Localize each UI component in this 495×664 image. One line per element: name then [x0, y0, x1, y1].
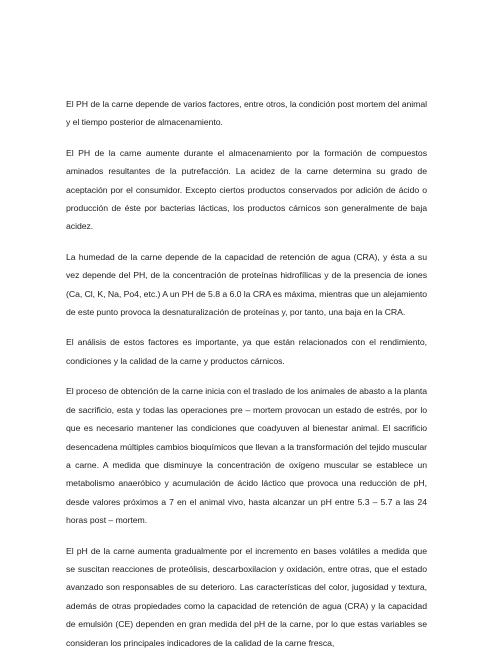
paragraph-ph-increase: El pH de la carne aumenta gradualmente por el incremento en bases volátiles a medida que se suscitan reacciones de proteólisis, descarboxilacion y oxidación, entre otras, que el estado avanzado son responsables de su deterioro. Las características del color, jugosidad y textura, además de otras propiedades como la capacidad de retención de agua (CRA) y la capacidad de emulsión (CE) dependen en gran medida del pH de la carne, por lo que estas variables se consideran los principales indicadores de la calidad de la carne fresca,	[66, 545, 427, 648]
paragraph-ph-storage: El PH de la carne aumente durante el almacenamiento por la formación de compuestos aminados resultantes de la putrefacción. La acidez de la carne determina su grado de aceptación por el consumidor. Excepto ciertos productos conservados por adición de ácido o producción de éste por bacterias lácticas, los productos cárnicos son generalmente de baja acidez.	[66, 147, 427, 232]
document-body	[66, 95, 427, 664]
paragraph-humidity-cra: La humedad de la carne depende de la capacidad de retención de agua (CRA), y ésta a su vez depende del PH, de la concentración de proteínas hidrofílicas y de la presencia de iones (Ca, Cl, K, Na, Po4, etc.) A un PH de 5.8 a 6.0 la CRA es máxima, mientras que un alejamiento de este punto provoca la desnaturalización de proteínas y, por tanto, una baja en la CRA.	[66, 251, 427, 318]
paragraph-analysis-importance: El análisis de estos factores es importante, ya que están relacionados con el rendimiento, condiciones y la calidad de la carne y productos cárnicos.	[66, 337, 427, 366]
paragraph-ph-factors: El PH de la carne depende de varios factores, entre otros, la condición post mortem del animal y el tiempo posterior de almacenamiento.	[66, 99, 427, 128]
paragraph-slaughter-process: El proceso de obtención de la carne inicia con el traslado de los animales de abasto a la planta de sacrificio, esta y todas las operaciones pre – mortem provocan un estado de estrés, por lo que es necesario mantener las condiciones que coadyuven al bienestar animal. El sacrificio desencadena múltiples cambios bioquímicos que llevan a la transformación del tejido muscular a carne. A medida que disminuye la concentración de oxígeno muscular se establece un metabolismo anaeróbico y acumulación de ácido láctico que provoca una reducción de pH, desde valores próximos a 7 en el animal vivo, hasta alcanzar un pH entre 5.3 – 5.7 a las 24 horas post – mortem.	[66, 386, 427, 526]
